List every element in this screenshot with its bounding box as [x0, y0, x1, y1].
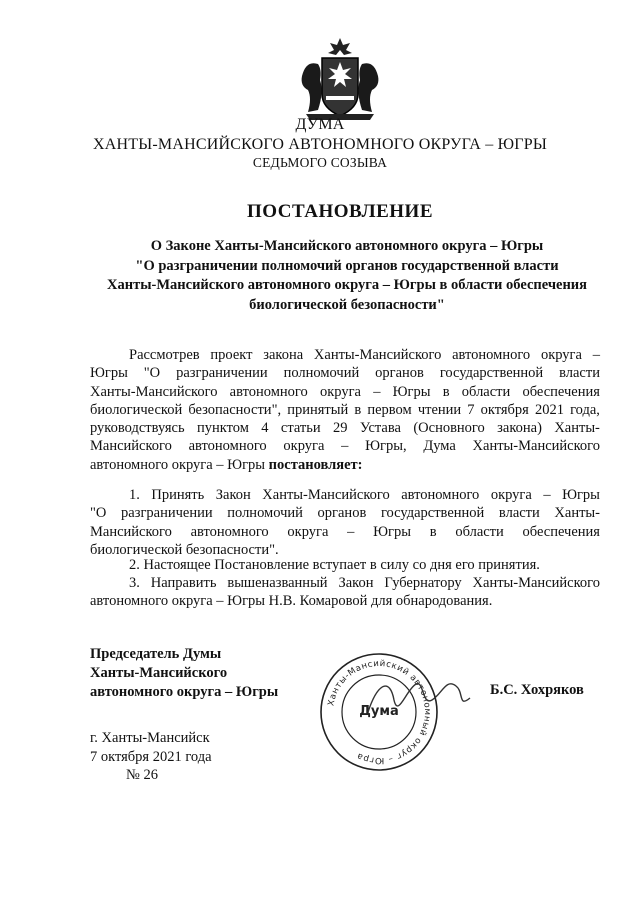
word: автономного	[452, 347, 531, 363]
paragraph-line	[90, 456, 600, 474]
word: в	[442, 383, 450, 400]
word: октября	[480, 401, 529, 418]
resolution-item-3	[90, 574, 600, 611]
document-type-title: ПОСТАНОВЛЕНИЕ	[246, 201, 434, 222]
document-subject	[88, 237, 606, 315]
word: Закон	[215, 487, 251, 503]
word: Югры	[392, 383, 431, 400]
city: г. Ханты-Мансийск	[90, 730, 210, 746]
word: Устава	[359, 420, 401, 437]
word: Ханты-Мансийского	[472, 575, 600, 591]
word: закона	[263, 347, 304, 363]
word: "О	[90, 505, 107, 522]
word: Рассмотрев	[129, 347, 200, 363]
paragraph-line	[90, 401, 600, 419]
region-heading: ХАНТЫ-МАНСИЙСКОГО АВТОНОМНОГО ОКРУГА – ЮГРЫ	[93, 136, 547, 153]
word: Направить	[150, 575, 217, 591]
word: вышеназванный	[227, 575, 328, 591]
word: разграничении	[176, 365, 268, 382]
word: округа	[287, 523, 329, 540]
word: –	[543, 487, 551, 503]
paragraph-line	[90, 419, 600, 437]
word: обеспечения	[522, 383, 600, 400]
word: Ханты-Мансийского	[472, 438, 600, 455]
word: округа	[319, 383, 361, 400]
word: 29	[333, 420, 348, 437]
word: Ханты-Мансийского	[313, 347, 442, 363]
document-number: № 26	[126, 767, 158, 783]
paragraph-line: автономного округа – Югры Н.В. Комаровой для обнародования.	[90, 593, 493, 610]
word: безопасности",	[188, 401, 282, 418]
word: области	[461, 383, 511, 400]
word: Принять	[151, 487, 205, 503]
word: автономного	[188, 438, 267, 455]
signatory-title	[90, 645, 278, 702]
paragraph-line	[90, 523, 600, 541]
word: первом	[367, 401, 412, 418]
word: Югры	[562, 487, 600, 503]
word: года,	[570, 401, 600, 418]
paragraph-line	[90, 437, 600, 455]
signatory-title-line: Ханты-Мансийского	[90, 665, 228, 681]
word: Губернатору	[384, 575, 462, 591]
word: 4	[261, 420, 269, 437]
duma-heading: ДУМА	[295, 116, 345, 133]
paragraph-line	[90, 504, 600, 522]
signatory-title-line: Председатель Думы	[90, 646, 222, 662]
word: Мансийского	[90, 438, 172, 455]
word: разграничении	[121, 505, 213, 522]
paragraph-line	[90, 364, 600, 382]
word: обеспечения	[522, 523, 600, 540]
resolves-keyword: постановляет:	[268, 456, 363, 473]
paragraph-line	[90, 383, 600, 401]
word: полномочий	[283, 365, 360, 382]
subject-line: "О разграничении полномочий органов государственной власти	[135, 257, 559, 274]
word: органов	[375, 365, 424, 382]
word: 3.	[129, 575, 140, 591]
word: области	[455, 523, 504, 540]
preamble-paragraph	[90, 346, 600, 474]
word: пунктом	[196, 420, 249, 437]
word: биологической	[90, 401, 183, 418]
word: статьи	[280, 420, 321, 437]
word: государственной	[439, 365, 544, 382]
word: округа	[490, 487, 532, 503]
word: Закон	[338, 575, 374, 591]
stamp-center-text: Дума	[359, 704, 399, 719]
signatory-name: Б.С. Хохряков	[490, 682, 584, 698]
word: проект	[210, 347, 253, 363]
resolution-item-2	[90, 556, 600, 574]
coat-of-arms-emblem	[298, 36, 382, 122]
word: 2021	[534, 401, 564, 418]
handwritten-signature	[360, 660, 480, 730]
word: –	[347, 523, 355, 540]
paragraph-line	[90, 486, 600, 504]
signatory-title-line: автономного округа – Югры	[90, 684, 279, 700]
word: (Основного	[413, 420, 485, 437]
subject-line: Ханты-Мансийского автономного округа – Югры в области обеспечения	[107, 277, 587, 293]
place-and-date	[90, 729, 212, 785]
word: власти	[559, 365, 600, 382]
word: Ханты-	[554, 420, 600, 437]
word: Югры,	[365, 438, 407, 455]
paragraph-line: биологической безопасности".	[90, 541, 279, 558]
word: закона)	[497, 420, 542, 437]
convocation-heading: СЕДЬМОГО СОЗЫВА	[252, 155, 388, 170]
resolution-item-1	[90, 486, 600, 559]
word: автономного	[190, 523, 269, 540]
paragraph-line	[90, 346, 600, 364]
word: в	[429, 523, 437, 540]
paragraph-text: автономного округа – Югры	[90, 456, 266, 473]
word: чтении	[417, 401, 462, 418]
word: округа	[283, 438, 325, 455]
date: 7 октября 2021 года	[90, 748, 212, 765]
word: –	[341, 438, 349, 455]
subject-line: биологической безопасности"	[249, 296, 445, 313]
word: Мансийского	[90, 523, 172, 540]
word: 1.	[129, 487, 140, 503]
word: в	[354, 401, 362, 418]
word: Ханты-Мансийского	[262, 487, 390, 503]
word: Ханты-Мансийского	[90, 383, 218, 400]
word: 7	[467, 401, 475, 418]
word: автономного	[229, 383, 308, 400]
word: органов	[317, 505, 367, 522]
word: руководствуясь	[90, 420, 185, 437]
word: принятый	[287, 401, 349, 418]
word: Дума	[423, 438, 456, 455]
word: полномочий	[227, 505, 303, 522]
word: "О	[143, 365, 161, 382]
word: Югры	[373, 523, 411, 540]
paragraph-line	[90, 574, 600, 592]
word: Югры	[90, 365, 128, 382]
word: округа	[540, 347, 582, 363]
word: –	[373, 383, 381, 400]
paragraph-line: 2. Настоящее Постановление вступает в силу со дня его принятия.	[129, 557, 540, 573]
word: государственной	[380, 505, 485, 522]
word: Ханты-	[554, 505, 600, 522]
word: –	[592, 347, 600, 363]
subject-line: О Законе Ханты-Мансийского автономного округа – Югры	[150, 238, 544, 254]
word: власти	[498, 505, 540, 522]
word: автономного	[401, 487, 480, 503]
stamp-ring-text: Ханты-Мансийский автономный округ – Югра	[326, 658, 433, 766]
